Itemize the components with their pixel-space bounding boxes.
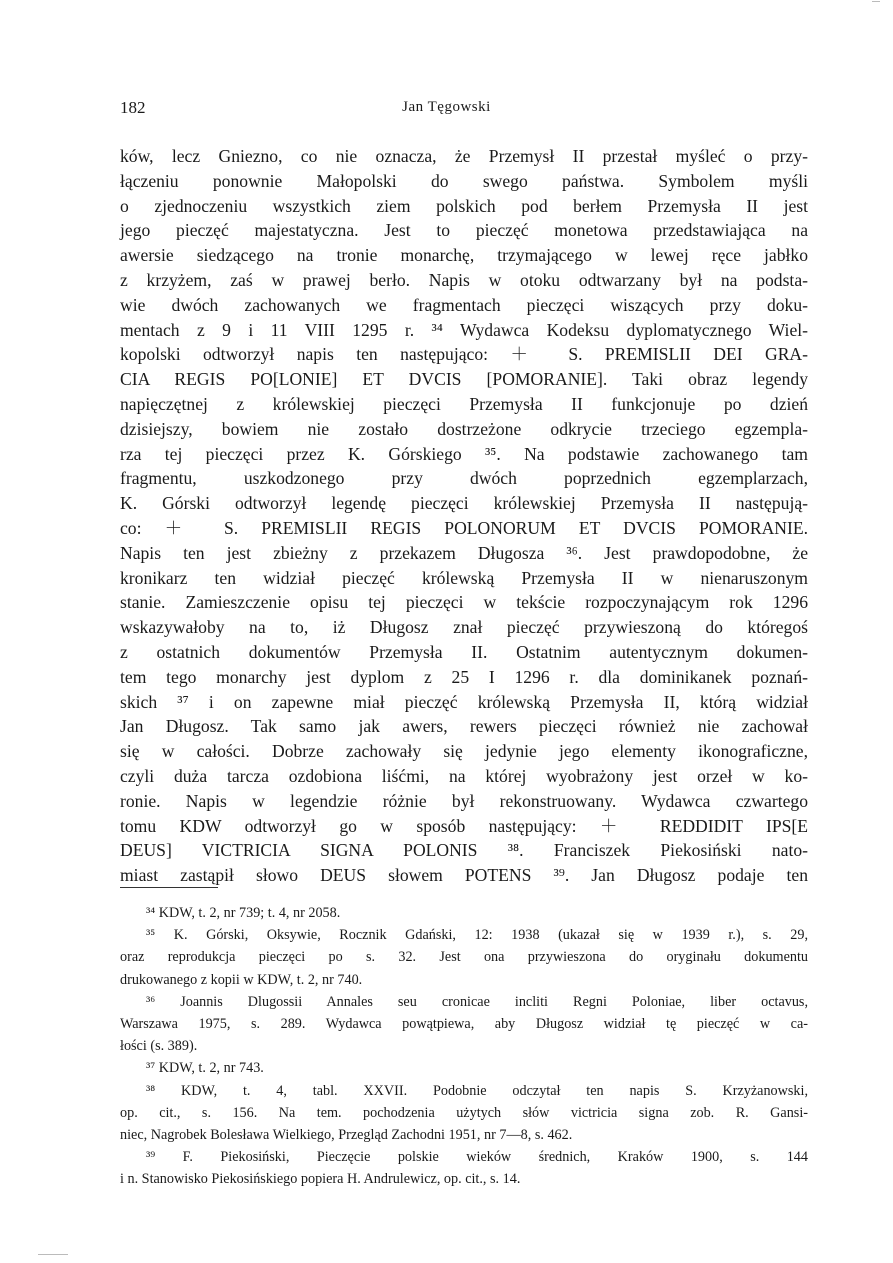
footnote xyxy=(120,991,808,1058)
body-line: awersie siedzącego na tronie monarchę, trzymającego w lewej ręce jabłko xyxy=(120,245,808,266)
footnote-line: op. cit., s. 156. Na tem. pochodzenia użytych słów victricia signa zob. R. Gansi- xyxy=(120,1104,808,1121)
footnote-line: łości (s. 389). xyxy=(120,1038,198,1055)
body-line: napięczętnej z królewskiej pieczęci Przemysła II funkcjonuje po dzień xyxy=(120,393,808,414)
body-line: skich ³⁷ i on zapewne miał pieczęć królewską Przemysła II, którą widział xyxy=(120,691,808,712)
body-line: z krzyżem, zaś w prawej berło. Napis w otoku odtwarzany był na podsta- xyxy=(120,269,808,290)
footnote-line: ³⁵ K. Górski, Oksywie, Rocznik Gdański, 12: 1938 (ukazał się w 1939 r.), s. 29, xyxy=(146,927,808,944)
scan-edge-mark xyxy=(872,1,880,2)
body-line: z ostatnich dokumentów Przemysła II. Ostatnim autentycznym dokumen- xyxy=(120,641,808,662)
footnote-line: ³⁹ F. Piekosiński, Pieczęcie polskie wieków średnich, Kraków 1900, s. 144 xyxy=(146,1149,808,1166)
footnote-line: drukowanego z kopii w KDW, t. 2, nr 740. xyxy=(120,971,363,988)
footnote-line: niec, Nagrobek Bolesława Wielkiego, Przegląd Zachodni 1951, nr 7—8, s. 462. xyxy=(120,1126,573,1143)
body-line: fragmentu, uszkodzonego przy dwóch poprzednich egzemplarzach, xyxy=(120,468,808,489)
body-line: wie dwóch zachowanych we fragmentach pieczęci wiszących przy doku- xyxy=(120,294,808,315)
body-line: miast zastąpił słowo DEUS słowem POTENS ³⁹. Jan Długosz podaje ten xyxy=(120,865,808,886)
body-line: o zjednoczeniu wszystkich ziem polskich pod berłem Przemysła II jest xyxy=(120,195,808,216)
body-line: dzisiejszy, bowiem nie zostało dostrzeżone odkrycie trzeciego egzempla- xyxy=(120,418,808,439)
body-line: Napis ten jest zbieżny z przekazem Długosza ³⁶. Jest prawdopodobne, że xyxy=(120,542,808,563)
footnote-line: Warszawa 1975, s. 289. Wydawca powątpiewa, aby Długosz widział tę pieczęć w ca- xyxy=(120,1015,808,1032)
body-line: ków, lecz Gniezno, co nie oznacza, że Przemysł II przestał myśleć o przy- xyxy=(120,146,808,166)
footnote xyxy=(120,1057,808,1079)
body-line: co: ＋ S. PREMISLII REGIS POLONORUM ET DVCIS POMORANIE. xyxy=(120,517,808,538)
body-line: się w całości. Dobrze zachowały się jedynie jego elementy ikonograficzne, xyxy=(120,741,808,762)
body-line: kronikarz ten widział pieczęć królewską Przemysła II w nienaruszonym xyxy=(120,567,808,588)
body-line: K. Górski odtworzył legendę pieczęci królewskiej Przemysła II następują- xyxy=(120,493,808,514)
body-line: tomu KDW odtworzył go w sposób następujący: ＋ REDDIDIT IPS[E xyxy=(120,815,808,836)
footnotes xyxy=(120,902,808,1190)
footnote xyxy=(120,1080,808,1147)
body-line: tem tego monarchy jest dyplom z 25 I 1296 r. dla dominikanek poznań- xyxy=(120,666,808,687)
body-line: jego pieczęć majestatyczna. Jest to pieczęć monetowa przedstawiająca na xyxy=(120,220,808,241)
footnote-line: ³⁶ Joannis Dlugossii Annales seu cronicae incliti Regni Poloniae, liber octavus, xyxy=(146,993,808,1010)
page-number: 182 xyxy=(120,98,146,117)
scan-edge-mark xyxy=(38,1254,68,1255)
body-line: wskazywałoby na to, iż Długosz znał pieczęć przywieszoną do któregoś xyxy=(120,617,808,638)
footnote-line: ³⁷ KDW, t. 2, nr 743. xyxy=(146,1060,264,1077)
footnote-line: ³⁸ KDW, t. 4, tabl. XXVII. Podobnie odczytał ten napis S. Krzyżanowski, xyxy=(146,1082,808,1099)
body-line: kopolski odtworzył napis ten następująco: ＋ S. PREMISLII DEI GRA- xyxy=(120,344,808,365)
body-line: łączeniu ponownie Małopolski do swego państwa. Symbolem myśli xyxy=(120,170,808,191)
body-line: rza tej pieczęci przez K. Górskiego ³⁵. Na podstawie zachowanego tam xyxy=(120,443,808,464)
body-text xyxy=(120,144,808,888)
body-line: DEUS] VICTRICIA SIGNA POLONIS ³⁸. Franciszek Piekosiński nato- xyxy=(120,840,808,861)
body-line: stanie. Zamieszczenie opisu tej pieczęci w tekście rozpoczynającym rok 1296 xyxy=(120,592,808,613)
footnote-line: i n. Stanowisko Piekosińskiego popiera H. Andrulewicz, op. cit., s. 14. xyxy=(120,1171,521,1188)
footnote xyxy=(120,902,808,924)
body-line: mentach z 9 i 11 VIII 1295 r. ³⁴ Wydawca Kodeksu dyplomatycznego Wiel- xyxy=(120,319,808,340)
footnote-line: oraz reprodukcja pieczęci po s. 32. Jest ona przywieszona do oryginału dokumentu xyxy=(120,949,808,966)
body-line: CIA REGIS PO[LONIE] ET DVCIS [POMORANIE]. Taki obraz legendy xyxy=(120,369,808,390)
body-line: ronie. Napis w legendzie różnie był rekonstruowany. Wydawca czwartego xyxy=(120,790,808,811)
body-line: czyli duża tarcza ozdobiona liśćmi, na której wyobrażony jest orzeł w ko- xyxy=(120,765,808,786)
body-line: Jan Długosz. Tak samo jak awers, rewers pieczęci również nie zachował xyxy=(120,716,808,737)
footnote xyxy=(120,1146,808,1190)
footnote-separator xyxy=(120,887,218,888)
running-head: Jan Tęgowski xyxy=(402,99,491,115)
footnote xyxy=(120,924,808,991)
footnote-line: ³⁴ KDW, t. 2, nr 739; t. 4, nr 2058. xyxy=(146,905,341,921)
